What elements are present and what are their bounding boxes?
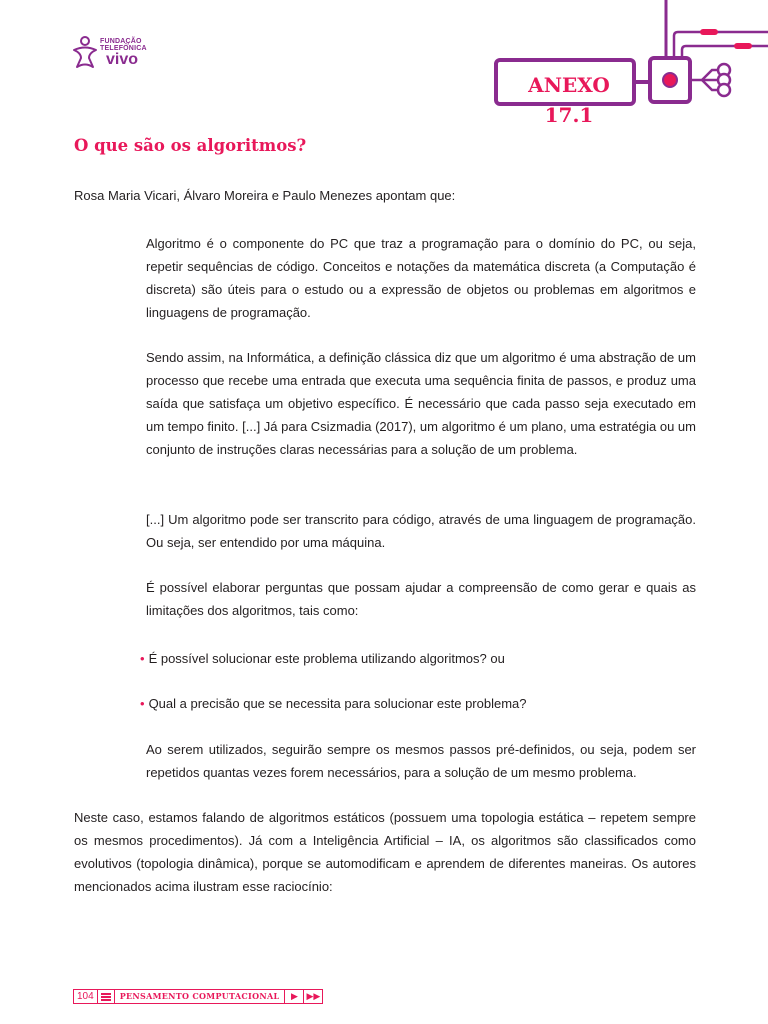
list-item xyxy=(140,692,527,715)
list-item-text: É possível solucionar este problema utilizando algoritmos? ou xyxy=(148,651,505,666)
footer-title: PENSAMENTO COMPUTACIONAL xyxy=(115,990,286,1003)
closing-paragraph: Neste caso, estamos falando de algoritmos estáticos (possuem uma topologia estática – repetem sempre os mesmos procedimentos). Já com a Inteligência Artificial – IA, os algoritmos são classificados como evolutivos (topologia dinâmica), porque se automodificam e aprendem de diferentes maneiras. Os autores mencionados acima ilustram esse raciocínio: xyxy=(74,810,696,894)
quote-paragraph-4: É possível elaborar perguntas que possam ajudar a compreensão de como gerar e quais as limitações dos algoritmos, tais como: xyxy=(146,580,696,618)
person-figure-icon xyxy=(72,36,98,70)
logo-brand-text: vivo xyxy=(106,51,139,68)
quote-paragraph-2: Sendo assim, na Informática, a definição clássica diz que um algoritmo é uma abstração de um processo que recebe uma entrada que executa uma sequência finita de passos, e produz uma saída que satisfaça um objetivo específico. É necessário que cada passo seja executado em um tempo finito. [...] Já para Csizmadia (2017), um algoritmo é um plano, uma estratégia ou um conjunto de instruções claras necessárias para a solução de um problema. xyxy=(146,350,696,457)
quote-paragraph-3: [...] Um algoritmo pode ser transcrito para código, através de uma linguagem de programação. Ou seja, ser entendido por uma máquina. xyxy=(146,512,696,550)
list-item xyxy=(140,647,505,670)
fast-forward-icon[interactable]: ▶▶ xyxy=(306,991,321,1001)
list-item-text: Qual a precisão que se necessita para solucionar este problema? xyxy=(148,696,527,711)
menu-icon[interactable] xyxy=(98,990,115,1003)
quote-paragraph-1: Algoritmo é o componente do PC que traz a programação para o domínio do PC, ou seja, repetir sequências de código. Conceitos e notações da matemática discreta (a Computação é discreta) são úteis para o estudo ou a expressão de objetos ou problemas em algoritmos e linguagens de programação. xyxy=(146,236,696,320)
intro-paragraph: Rosa Maria Vicari, Álvaro Moreira e Paulo Menezes apontam que: xyxy=(74,188,456,203)
next-icon[interactable]: ▶ xyxy=(285,990,304,1003)
foundation-logo xyxy=(72,36,152,72)
bullet-dot-icon: • xyxy=(140,696,145,711)
page-footer xyxy=(73,989,323,1004)
quote-paragraph-5: Ao serem utilizados, seguirão sempre os mesmos passos pré-definidos, ou seja, podem ser repetidos quantas vezes forem necessários, para a solução de um mesmo problema. xyxy=(146,742,696,780)
section-title: O que são os algoritmos? xyxy=(74,136,307,155)
bullet-dot-icon: • xyxy=(140,651,145,666)
logo-foundation-text: FUNDAÇÃO TELEFÔNICA xyxy=(100,38,147,52)
annex-label: ANEXO 17.1 xyxy=(528,73,610,127)
page-number: 104 xyxy=(74,990,98,1003)
